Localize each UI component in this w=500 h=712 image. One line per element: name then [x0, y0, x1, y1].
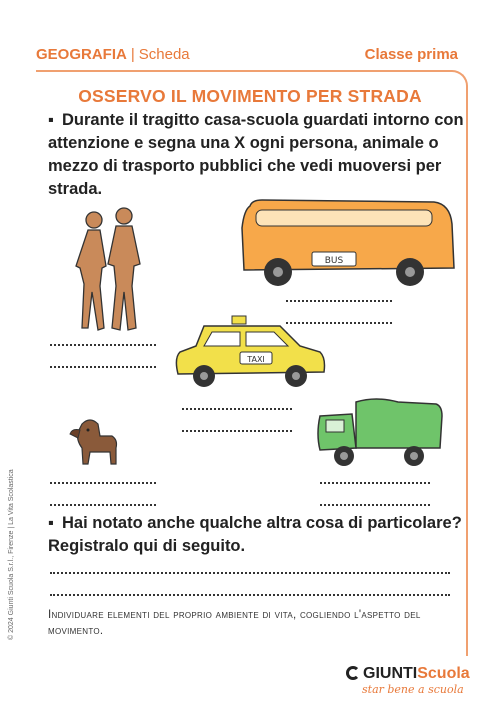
subject-label: GEOGRAFIA — [36, 46, 127, 63]
bus-answer-line-1[interactable] — [286, 300, 392, 302]
bullet-icon: ▪ — [48, 111, 54, 129]
notes-answer-line-1[interactable] — [50, 572, 450, 574]
logo-g-icon — [346, 666, 360, 680]
bus-illustration — [238, 198, 460, 290]
notes-answer-line-2[interactable] — [50, 594, 450, 596]
class-label: Classe prima — [364, 46, 458, 63]
logo-brand: GIUNTIScuola — [346, 665, 470, 683]
learning-objective: Individuare elementi del proprio ambiente di vita, cogliendo l'aspetto del movimento. — [48, 609, 421, 637]
bullet-icon-2: ▪ — [48, 514, 54, 532]
people-answer-line-1[interactable] — [50, 344, 156, 346]
copyright-notice: © 2024 Giunti Scuola S.r.l., Firenze | La Vita Scolastica — [8, 469, 15, 640]
logo-tagline: star bene a scuola — [362, 683, 464, 696]
garbage-truck-illustration — [316, 398, 446, 470]
header-subject: GEOGRAFIA | Scheda — [36, 46, 190, 63]
taxi-sign: TAXI — [247, 355, 265, 364]
people-answer-line-2[interactable] — [50, 366, 156, 368]
dog-illustration — [68, 414, 120, 468]
truck-answer-line-1[interactable] — [320, 482, 430, 484]
dog-answer-line-1[interactable] — [50, 482, 156, 484]
instruction-1-text: Durante il tragitto casa-scuola guardati intorno con attenzione e segna una X ogni persona, animale o mezzo di trasporto pubblici che vedi muoversi per strada. — [48, 111, 464, 198]
taxi-answer-line-2[interactable] — [182, 430, 292, 432]
bus-sign: BUS — [324, 256, 344, 266]
dog-answer-line-2[interactable] — [50, 504, 156, 506]
sheet-type: Scheda — [138, 46, 190, 63]
truck-answer-line-2[interactable] — [320, 504, 430, 506]
people-illustration — [62, 206, 152, 336]
taxi-answer-line-1[interactable] — [182, 408, 292, 410]
page-title: OSSERVO IL MOVIMENTO PER STRADA — [78, 86, 422, 106]
taxi-illustration — [170, 314, 330, 390]
instruction-1 — [48, 109, 468, 201]
giunti-logo — [346, 665, 470, 696]
instruction-2-text: Hai notato anche qualche altra cosa di particolare? Registralo qui di seguito. — [48, 514, 462, 555]
instruction-2 — [48, 512, 468, 558]
